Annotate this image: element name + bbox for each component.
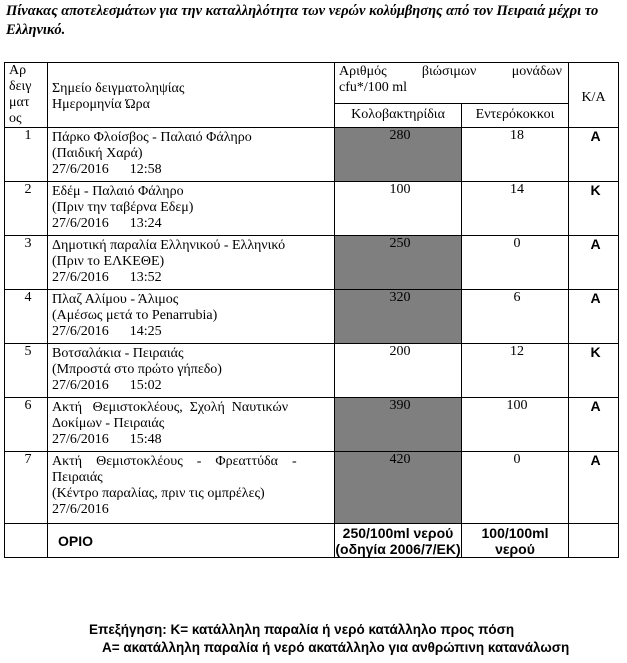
coliform-value: 390	[335, 398, 462, 452]
sampling-point	[48, 344, 335, 398]
ka-value: Α	[569, 452, 619, 524]
sampling-line: (Μπροστά στο πρώτο γήπεδο)	[52, 362, 222, 377]
sampling-line: 27/6/2016 13:52	[52, 270, 162, 285]
sampling-line: (Κέντρο παραλίας, πριν τις ομπρέλες)	[52, 486, 265, 501]
sampling-point	[48, 128, 335, 182]
enterococci-value: 18	[462, 128, 569, 182]
ka-value: Κ	[569, 344, 619, 398]
sampling-point	[48, 182, 335, 236]
sample-number: 2	[5, 182, 48, 236]
limit-coliform: 250/100ml νερού (οδηγία 2006/7/ΕΚ)	[335, 524, 461, 557]
header-viable-units: Αριθμός βιώσιμων μονάδων cfu*/100 ml	[335, 63, 569, 104]
header-sample-number: Αρ δειγ ματ ος	[5, 63, 48, 128]
table-row	[5, 344, 619, 398]
sampling-point	[48, 398, 335, 452]
table-row	[5, 398, 619, 452]
sample-number: 7	[5, 452, 48, 524]
sampling-line: Δημοτική παραλία Ελληνικού - Ελληνικό	[52, 238, 286, 253]
sampling-line: Πλαζ Αλίμου - Άλιμος	[52, 292, 179, 307]
limit-label: ΟΡΙΟ	[48, 524, 335, 558]
sampling-line: 27/6/2016 15:02	[52, 378, 162, 393]
results-table	[4, 62, 619, 558]
sampling-line: Ακτή Θεμιστοκλέους, Σχολή Ναυτικών	[52, 400, 289, 415]
sampling-line: Ακτή Θεμιστοκλέους - Φρεαττύδα -	[52, 454, 297, 469]
enterococci-value: 100	[462, 398, 569, 452]
sampling-point	[48, 452, 335, 524]
sampling-line: 27/6/2016	[52, 502, 109, 517]
ka-value: Α	[569, 236, 619, 290]
coliform-value: 100	[335, 182, 462, 236]
limit-ka-empty	[569, 524, 619, 558]
limit-empty	[5, 524, 48, 558]
sampling-line: (Αμέσως μετά το Penarrubia)	[52, 308, 218, 323]
sampling-line: 27/6/2016 15:48	[52, 432, 162, 447]
ka-value: Α	[569, 398, 619, 452]
enterococci-value: 14	[462, 182, 569, 236]
page-title: Πίνακας αποτελεσμάτων για την καταλληλότητα των νερών κολύμβησης από τον Πειραιά μέχρι το Ελληνικό.	[6, 3, 599, 38]
coliform-value: 250	[335, 236, 462, 290]
coliform-value: 200	[335, 344, 462, 398]
coliform-value: 320	[335, 290, 462, 344]
sampling-line: 27/6/2016 13:24	[52, 216, 162, 231]
header-ka: Κ/Α	[569, 63, 619, 128]
legend-line-1: Επεξήγηση: Κ= κατάλληλη παραλία ή νερό κατάλληλο προς πόση	[89, 622, 515, 637]
header-sampling-point: Σημείο δειγματοληψίας Ημερομηνία Ώρα	[48, 63, 335, 128]
sample-number: 1	[5, 128, 48, 182]
sample-number: 5	[5, 344, 48, 398]
sampling-line: Πειραιάς	[52, 470, 103, 485]
sampling-line: Πάρκο Φλοίσβος - Παλαιό Φάληρο	[52, 130, 252, 145]
sampling-line: Εδέμ - Παλαιό Φάληρο	[52, 184, 184, 199]
table-row	[5, 290, 619, 344]
sampling-line: (Πριν το ΕΛΚΕΘΕ)	[52, 254, 165, 269]
table-row	[5, 452, 619, 524]
enterococci-value: 6	[462, 290, 569, 344]
sampling-line: Βοτσαλάκια - Πειραιάς	[52, 346, 184, 361]
enterococci-value: 0	[462, 236, 569, 290]
sampling-line: 27/6/2016 12:58	[52, 162, 162, 177]
table-row	[5, 236, 619, 290]
table-row	[5, 128, 619, 182]
sample-number: 3	[5, 236, 48, 290]
legend	[0, 621, 627, 657]
header-enterococci: Εντερόκοκκοι	[462, 103, 569, 127]
legend-line-2: Α= ακατάλληλη παραλία ή νερό ακατάλληλο για ανθρώπινη κατανάλωση	[102, 640, 570, 655]
enterococci-value: 12	[462, 344, 569, 398]
coliform-value: 280	[335, 128, 462, 182]
sample-number: 4	[5, 290, 48, 344]
table-row	[5, 182, 619, 236]
sampling-line: (Πριν την ταβέρνα Εδεμ)	[52, 200, 194, 215]
limit-enterococci: 100/100ml νερού	[462, 524, 569, 558]
sampling-point	[48, 290, 335, 344]
sampling-line: (Παιδική Χαρά)	[52, 146, 143, 161]
sampling-line: Δοκίμων - Πειραιάς	[52, 416, 165, 431]
sampling-point	[48, 236, 335, 290]
enterococci-value: 0	[462, 452, 569, 524]
header-coliform: Κολοβακτηρίδια	[335, 103, 462, 127]
sample-number: 6	[5, 398, 48, 452]
ka-value: Α	[569, 290, 619, 344]
coliform-value: 420	[335, 452, 462, 524]
sampling-line: 27/6/2016 14:25	[52, 324, 162, 339]
limit-row	[5, 524, 619, 558]
ka-value: Κ	[569, 182, 619, 236]
ka-value: Α	[569, 128, 619, 182]
